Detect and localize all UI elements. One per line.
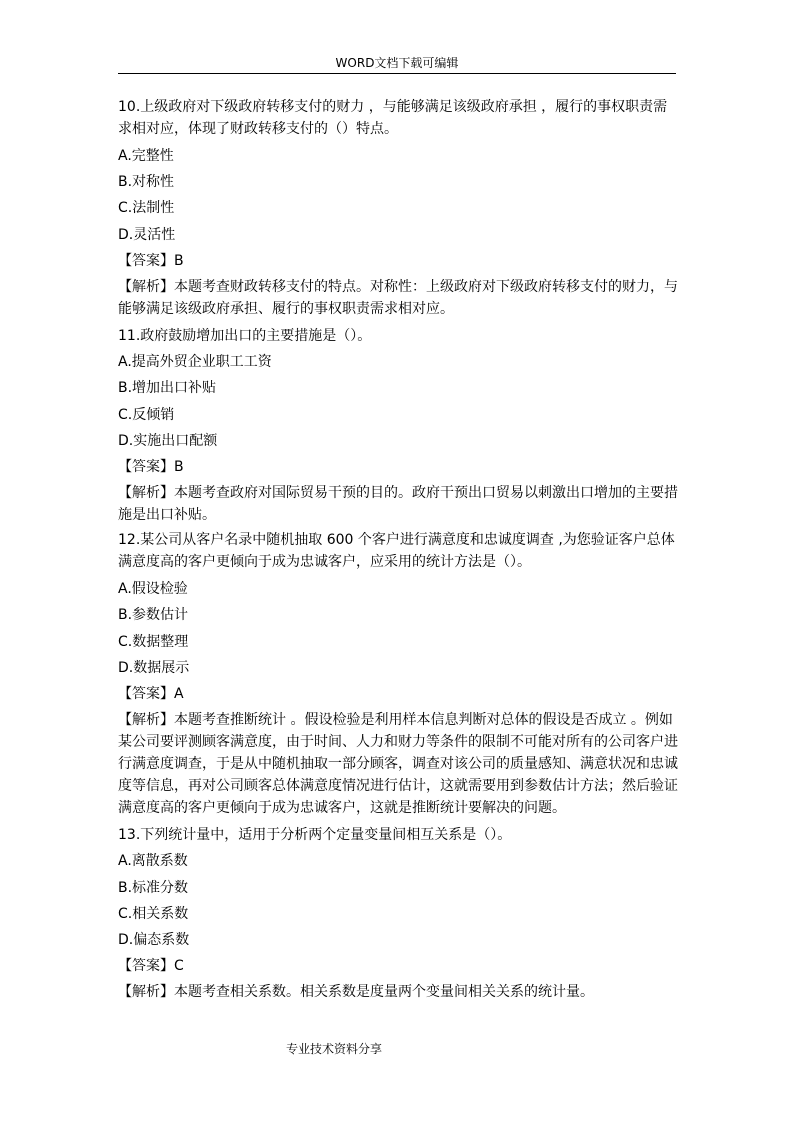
option-d: D.实施出口配额 (118, 432, 218, 449)
question-stem: 10.上级政府对下级政府转移支付的财力 ，与能够满足该级政府承担 ，履行的事权职责需求相对应，体现了财政转移支付的（）特点。 (118, 99, 668, 137)
analysis: 【解析】本题考查财政转移支付的特点。对称性：上级政府对下级政府转移支付的财力，与能够满足该级政府承担、履行的事权职责需求相对应。 (118, 279, 678, 318)
option-c: C.数据整理 (118, 633, 189, 650)
page-header: WORD文档下载可编辑 (335, 56, 459, 70)
option-b: B.增加出口补贴 (118, 380, 217, 397)
option-c: C.法制性 (118, 200, 175, 217)
option-c: C.反倾销 (118, 406, 175, 423)
answer: 【答案】C (118, 958, 184, 975)
analysis: 【解析】本题考查相关系数。相关系数是度量两个变量间相关关系的统计量。 (118, 984, 594, 1001)
answer: 【答案】B (118, 252, 184, 269)
question-stem: 11.政府鼓励增加出口的主要措施是（）。 (118, 328, 372, 345)
analysis: 【解析】本题考查推断统计 。假设检验是利用样本信息判断对总体的假设是否成立 。例如某公司要评测顾客满意度，由于时间、人力和财力等条件的限制不可能对所有的公司客户进行满意度调查，于是从中随机抽取一部分顾客，调查对该公司的质量感知、满意状况和忠诚度等信息，再对公司顾客总体满意度情况进行估计，这就需要用到参数估计方法；然后验证满意度高的客户更倾向于成为忠诚客户，这就是推断统计要解决的问题。 (118, 712, 678, 817)
option-a: A.离散系数 (118, 853, 188, 870)
option-a: A.提高外贸企业职工工资 (118, 354, 272, 371)
question-13 (118, 822, 678, 1003)
question-stem: 12.某公司从客户名录中随机抽取 600 个客户进行满意度和忠诚度调查 ,为您验证客户总体满意度高的客户更倾向于成为忠诚客户，应采用的统计方法是（）。 (118, 532, 675, 571)
document-body (118, 94, 678, 1006)
option-a: A.假设检验 (118, 581, 188, 598)
question-10 (118, 96, 678, 320)
option-b: B.对称性 (118, 174, 175, 191)
option-d: D.偏态系数 (118, 932, 190, 949)
option-b: B.标准分数 (118, 879, 189, 896)
answer: 【答案】B (118, 459, 184, 476)
analysis: 【解析】本题考查政府对国际贸易干预的目的。政府干预出口贸易以刺激出口增加的主要措施是出口补贴。 (118, 485, 678, 524)
question-stem: 13.下列统计量中，适用于分析两个定量变量间相互关系是（）。 (118, 827, 512, 844)
page-footer: 专业技术资料分享 (286, 1042, 383, 1056)
option-d: D.灵活性 (118, 226, 176, 243)
question-11 (118, 323, 678, 526)
option-d: D.数据展示 (118, 659, 190, 676)
option-a: A.完整性 (118, 148, 174, 164)
option-b: B.参数估计 (118, 607, 189, 624)
question-12 (118, 529, 678, 819)
option-c: C.相关系数 (118, 905, 189, 922)
header-rule (118, 73, 676, 74)
answer: 【答案】A (118, 686, 184, 703)
